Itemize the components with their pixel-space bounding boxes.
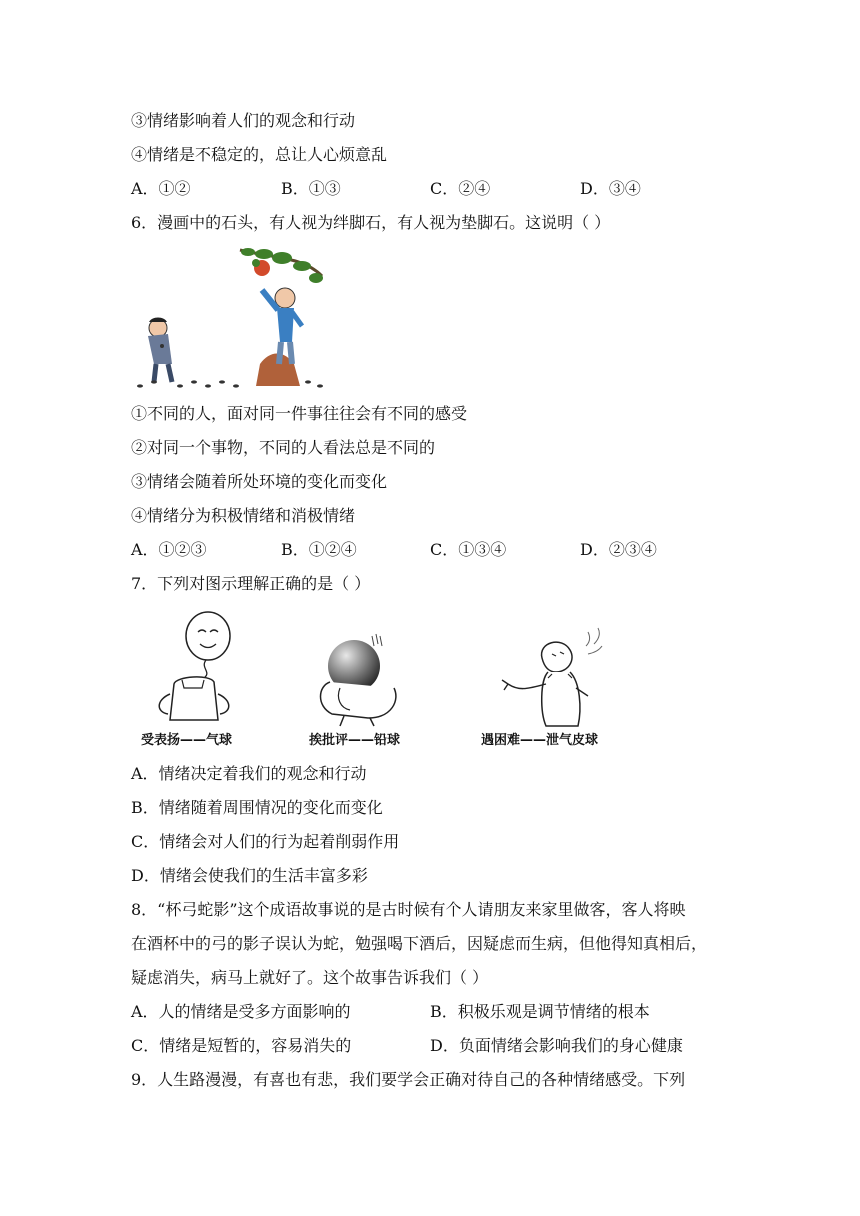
shot-put-figure-image xyxy=(310,628,410,728)
deflated-ball-figure-image xyxy=(490,622,610,728)
q6-option-d: D．②③④ xyxy=(580,540,657,559)
q6-item-4: ④情绪分为积极情绪和消极情绪 xyxy=(131,506,356,525)
q5-item-4: ④情绪是不稳定的，总让人心烦意乱 xyxy=(131,145,388,164)
q8-option-d: D．负面情绪会影响我们的身心健康 xyxy=(430,1036,683,1055)
q7-caption-3: 遇困难——泄气皮球 xyxy=(481,733,599,748)
q8-stem-line-3: 疑虑消失，病马上就好了。这个故事告诉我们（ ） xyxy=(131,968,489,987)
stone-cartoon-image xyxy=(132,246,324,390)
q8-stem-line-2: 在酒杯中的弓的影子误认为蛇，勉强喝下酒后，因疑虑而生病，但他得知真相后， xyxy=(131,934,708,953)
q6-item-3: ③情绪会随着所处环境的变化而变化 xyxy=(131,472,388,491)
q5-option-c: C．②④ xyxy=(430,179,491,198)
balloon-figure-image xyxy=(150,608,240,728)
q6-item-2: ②对同一个事物，不同的人看法总是不同的 xyxy=(131,438,436,457)
q8-stem-line-1: 8．“杯弓蛇影”这个成语故事说的是古时候有个人请朋友来家里做客，客人将映 xyxy=(131,900,686,919)
q6-item-1: ①不同的人，面对同一件事往往会有不同的感受 xyxy=(131,404,468,423)
q7-caption-1: 受表扬——气球 xyxy=(141,733,233,748)
q5-item-3: ③情绪影响着人们的观念和行动 xyxy=(131,111,356,130)
q7-option-d: D．情绪会使我们的生活丰富多彩 xyxy=(131,866,368,885)
q8-option-c: C．情绪是短暂的，容易消失的 xyxy=(131,1036,352,1055)
q6-option-b: B．①②④ xyxy=(281,540,357,559)
q7-caption-2: 挨批评——铅球 xyxy=(309,733,401,748)
q8-option-a: A．人的情绪是受多方面影响的 xyxy=(131,1002,351,1021)
q6-option-a: A．①②③ xyxy=(131,540,207,559)
q7-option-c: C．情绪会对人们的行为起着削弱作用 xyxy=(131,832,400,851)
q9-stem: 9．人生路漫漫，有喜也有悲，我们要学会正确对待自己的各种情绪感受。下列 xyxy=(131,1070,686,1089)
q7-option-a: A．情绪决定着我们的观念和行动 xyxy=(131,764,367,783)
q5-option-d: D．③④ xyxy=(580,179,641,198)
q6-option-c: C．①③④ xyxy=(430,540,507,559)
q6-stem: 6．漫画中的石头，有人视为绊脚石，有人视为垫脚石。这说明（ ） xyxy=(131,213,611,232)
q7-option-b: B．情绪随着周围情况的变化而变化 xyxy=(131,798,383,817)
q7-stem: 7．下列对图示理解正确的是（ ） xyxy=(131,574,371,593)
q8-option-b: B．积极乐观是调节情绪的根本 xyxy=(430,1002,650,1021)
q5-option-b: B．①③ xyxy=(281,179,341,198)
q5-option-a: A．①② xyxy=(131,179,191,198)
